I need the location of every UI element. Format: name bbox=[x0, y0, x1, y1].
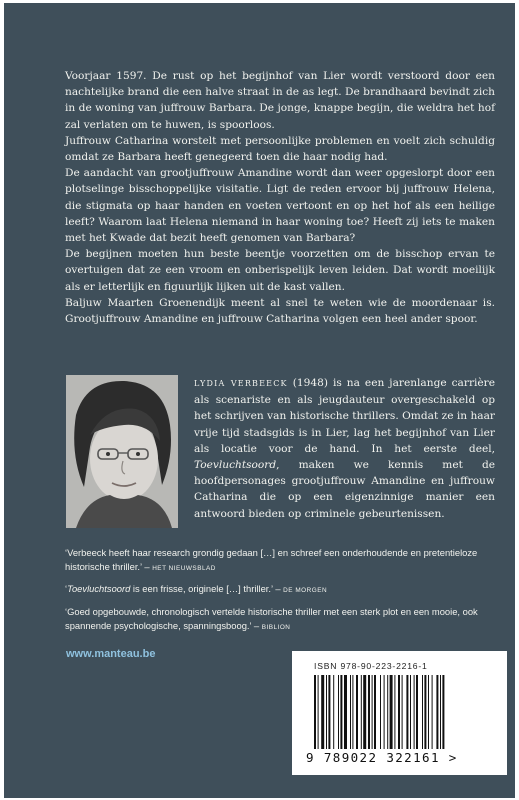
blurb-paragraph: De aandacht van grootjuffrouw Amandine wordt dan weer opgeslorpt door een plotselinge bisschoppelijke visitatie. Ligt de reden ervoor bij juffrouw Helena, die stigmata op haar handen en voeten vertoont en op het hof als een heilige leeft? Waarom laat Helena niemand in haar woning toe? Heeft zij iets te maken met het Kwade dat bezit heeft genomen van Barbara? bbox=[65, 167, 495, 245]
back-cover bbox=[4, 3, 515, 798]
quote-source: HET NIEUWSBLAD bbox=[152, 565, 216, 573]
isbn-label: ISBN 978-90-223-2216-1 bbox=[314, 661, 428, 671]
book-title: Toevluchtsoord bbox=[194, 459, 277, 472]
barcode-panel bbox=[292, 651, 507, 775]
publisher-website[interactable]: www.manteau.be bbox=[66, 648, 156, 660]
author-bio-text: , maken we kennis met de hoofdpersonages grootjuffrouw Amandine en juffrouw Catharina die op een eigenzinnige manier een antwoord bieden op criminele gebeurtenissen. bbox=[194, 459, 495, 520]
quote-text: is een frisse, originele […] thriller.’ – bbox=[130, 583, 284, 595]
blurb-paragraph: Baljuw Maarten Groenendijk meent al snel te weten wie de moordenaar is. Grootjuffrouw Amandine en juffrouw Catharina volgen een heel ander spoor. bbox=[65, 296, 495, 326]
quote-text: ‘Verbeeck heeft haar research grondig gedaan […] en schreef een onderhoudende en pretentieloze historische thriller.’ – bbox=[65, 547, 478, 573]
review-quotes bbox=[65, 546, 505, 641]
quote-text: ‘Goed opgebouwde, chronologisch vertelde historische thriller met een sterk plot en een mooie, ook spannende psychologische, spanningsboog.’ – bbox=[65, 605, 478, 631]
author-portrait-icon bbox=[66, 375, 178, 528]
review-quote bbox=[65, 546, 505, 576]
quote-source: DE MORGEN bbox=[283, 587, 328, 595]
author-bio bbox=[194, 375, 495, 522]
quote-source: BIBLION bbox=[261, 623, 291, 631]
blurb-paragraph: Juffrouw Catharina worstelt met persoonlijke problemen en voelt zich schuldig omdat ze Barbara heeft genegeerd toen die haar nodig had. bbox=[65, 134, 495, 164]
author-bio-text: (1948) is na een jarenlange carrière als scenariste en als jeugdauteur overgeschakeld op het schrijven van historische thrillers. Omdat ze in haar vrije tijd stadsgids is in Lier, lag het begijnhof van Lier als locatie voor de hand. In het eerste deel, bbox=[194, 377, 495, 455]
blurb-paragraph: De begijnen moeten hun beste beentje voorzetten om de bisschop ervan te overtuigen dat ze een vroom en onberispelijk leven leiden. Dat wordt moeilijk als er letterlijk en figuurlijk lijken uit de kast vallen. bbox=[65, 248, 495, 293]
review-quote: ‘Toevluchtsoord is een frisse, originele […] thriller.’ – DE MORGEN bbox=[65, 583, 328, 595]
blurb bbox=[65, 68, 495, 327]
ean-digits: 9 789022 322161 > bbox=[306, 750, 458, 765]
barcode-icon bbox=[314, 675, 486, 749]
author-photo bbox=[66, 375, 178, 528]
author-name: LYDIA VERBEECK bbox=[194, 379, 288, 388]
quote-title: Toevluchtsoord bbox=[67, 583, 131, 595]
review-quote bbox=[65, 605, 505, 635]
blurb-paragraph: Voorjaar 1597. De rust op het begijnhof van Lier wordt verstoord door een nachtelijke brand die een halve straat in de as legt. De brandhaard bevindt zich in de woning van juffrouw Barbara. De jonge, knappe begijn, die weldra het hof zal verlaten om te huwen, is spoorloos. bbox=[65, 70, 495, 131]
